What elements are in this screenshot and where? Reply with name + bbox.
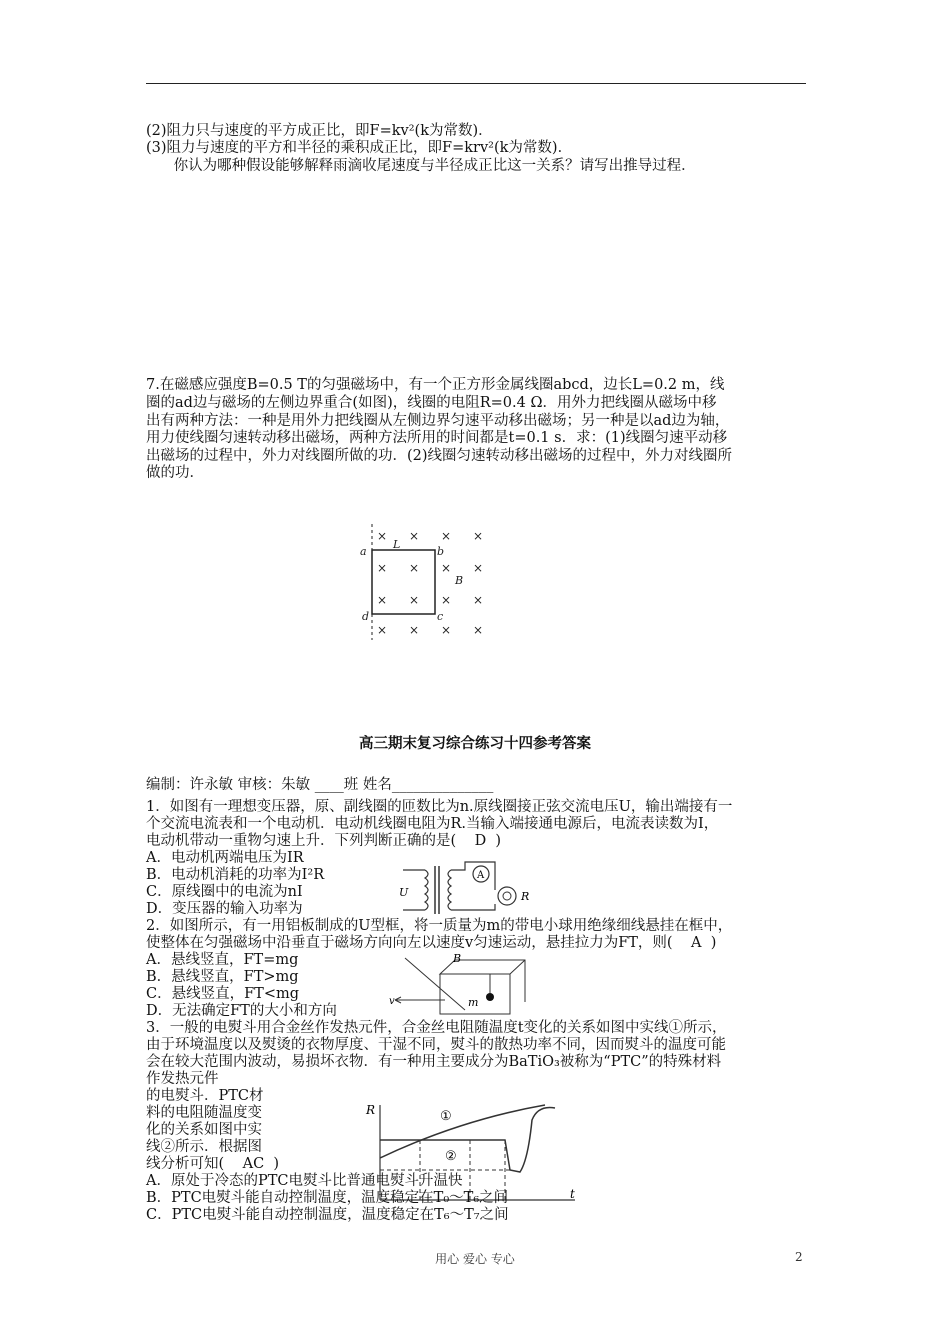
answer-line: B．电动机消耗的功率为I²R xyxy=(146,867,325,883)
answer-line: 由于环境温度以及熨烫的衣物厚度、干湿不同，熨斗的散热功率不同，因而熨斗的温度可能 xyxy=(146,1037,726,1053)
cross-mark: × xyxy=(377,561,388,575)
svg-text:B: B xyxy=(453,952,462,965)
question-7-line: 出磁场的过程中，外力对线圈所做的功．(2)线圈匀速转动移出磁场的过程中，外力对线圈所 xyxy=(146,448,733,464)
side-length-label: L xyxy=(393,538,401,551)
cross-mark: × xyxy=(377,623,388,637)
answer-line: 会在较大范围内波动，易损坏衣物．有一种用主要成分为BaTiO₃被称为“PTC”的特殊材料 xyxy=(146,1054,722,1070)
cross-mark: × xyxy=(441,593,452,607)
svg-text:①: ① xyxy=(440,1109,452,1124)
coil-field-figure xyxy=(355,522,495,642)
question-7-line: 用力使线圈匀速转动移出磁场，两种方法所用的时间都是t=0.1 s．求：(1)线圈匀速平动移 xyxy=(146,430,728,446)
vertex-label-b: b xyxy=(437,545,445,558)
cross-mark: × xyxy=(473,593,484,607)
answer-line: A．电动机两端电压为IR xyxy=(146,850,304,866)
question-7-line: 做的功． xyxy=(146,465,204,481)
svg-text:m: m xyxy=(468,996,479,1009)
answer-line: 3．一般的电熨斗用合金丝作发热元件，合金丝电阻随温度t变化的关系如图中实线①所示， xyxy=(146,1020,727,1036)
cross-mark: × xyxy=(409,561,420,575)
cross-mark: × xyxy=(409,623,420,637)
cross-mark: × xyxy=(377,529,388,543)
answer-line: 电动机带动一重物匀速上升．下列判断正确的是( D ) xyxy=(146,833,502,849)
svg-text:U: U xyxy=(399,886,409,899)
svg-text:R: R xyxy=(521,890,530,903)
svg-text:A: A xyxy=(477,870,485,881)
cross-mark: × xyxy=(409,593,420,607)
cross-mark: × xyxy=(473,529,484,543)
question-7-line: 7.在磁感应强度B=0.5 T的匀强磁场中，有一个正方形金属线圈abcd，边长L=0.2 m，线 xyxy=(146,377,725,393)
question-7-line: 出有两种方法：一种是用外力把线圈从左侧边界匀速平动移出磁场；另一种是以ad边为轴， xyxy=(146,413,730,429)
answer-line: 的电熨斗．PTC材 xyxy=(146,1088,264,1104)
svg-text:v: v xyxy=(389,996,395,1007)
svg-text:t: t xyxy=(570,1187,575,1201)
vertex-label-d: d xyxy=(362,610,370,623)
header-rule xyxy=(146,83,806,84)
answer-line: C．原线圈中的电流为nI xyxy=(146,884,303,900)
cross-mark: × xyxy=(377,593,388,607)
cross-mark: × xyxy=(441,623,452,637)
answer-line: 1．如图有一理想变压器，原、副线圈的匝数比为n.原线圈接正弦交流电压U，输出端接有一 xyxy=(146,799,733,815)
answer-line: A．原处于冷态的PTC电熨斗比普通电熨斗升温快 xyxy=(146,1173,463,1189)
cross-mark: × xyxy=(473,623,484,637)
answer-line: B．悬线竖直，FT>mg xyxy=(146,969,299,985)
answer-line: D．变压器的输入功率为 xyxy=(146,901,303,917)
question-7-line: 圈的ad边与磁场的左侧边界重合(如图)，线圈的电阻R=0.4 Ω．用外力把线圈从磁场中移 xyxy=(146,395,717,411)
answer-line: 编制：许永敏 审核：朱敏 ____班 姓名______________ xyxy=(146,777,494,793)
answer-line: A．悬线竖直，FT=mg xyxy=(146,952,299,968)
cross-mark: × xyxy=(441,561,452,575)
cross-mark: × xyxy=(441,529,452,543)
text-line: 你认为哪种假设能够解释雨滴收尾速度与半径成正比这一关系？请写出推导过程． xyxy=(146,158,696,174)
answer-line: 线分析可知( AC ) xyxy=(146,1156,280,1172)
answer-line: C．悬线竖直，FT<mg xyxy=(146,986,300,1002)
answer-line: 个交流电流表和一个电动机．电动机线圈电阻为R.当输入端接通电源后，电流表读数为I， xyxy=(146,816,719,832)
answer-line: C．PTC电熨斗能自动控制温度，温度稳定在T₆～T₇之间 xyxy=(146,1207,509,1223)
text-line: (2)阻力只与速度的平方成正比，即F=kv²(k为常数)． xyxy=(146,123,493,139)
field-label: B xyxy=(455,574,464,587)
vertex-label-a: a xyxy=(360,545,367,558)
page-footer: 用心 爱心 专心 xyxy=(435,1252,515,1266)
answer-line: 线②所示．根据图 xyxy=(146,1139,262,1155)
answer-line: B．PTC电熨斗能自动控制温度，温度稳定在T₀～T₆之间 xyxy=(146,1190,509,1206)
answer-line: 2．如图所示，有一用铝板制成的U型框，将一质量为m的带电小球用绝缘细线悬挂在框中， xyxy=(146,918,733,934)
answer-line: 化的关系如图中实 xyxy=(146,1122,262,1138)
vertex-label-c: c xyxy=(437,610,444,623)
page-number: 2 xyxy=(795,1250,803,1264)
answer-line: 料的电阻随温度变 xyxy=(146,1105,262,1121)
answer-title: 高三期末复习综合练习十四参考答案 xyxy=(359,735,591,752)
cross-mark: × xyxy=(473,561,484,575)
cross-mark: × xyxy=(409,529,420,543)
answer-line: 作发热元件 xyxy=(146,1071,219,1087)
svg-text:②: ② xyxy=(445,1149,457,1164)
answer-line: D．无法确定FT的大小和方向 xyxy=(146,1003,337,1019)
text-line: (3)阻力与速度的平方和半径的乘积成正比，即F=krv²(k为常数)． xyxy=(146,140,573,156)
svg-text:R: R xyxy=(366,1103,376,1117)
answer-line: 使整体在匀强磁场中沿垂直于磁场方向向左以速度v匀速运动，悬挂拉力为FT，则( A ) xyxy=(146,935,717,951)
